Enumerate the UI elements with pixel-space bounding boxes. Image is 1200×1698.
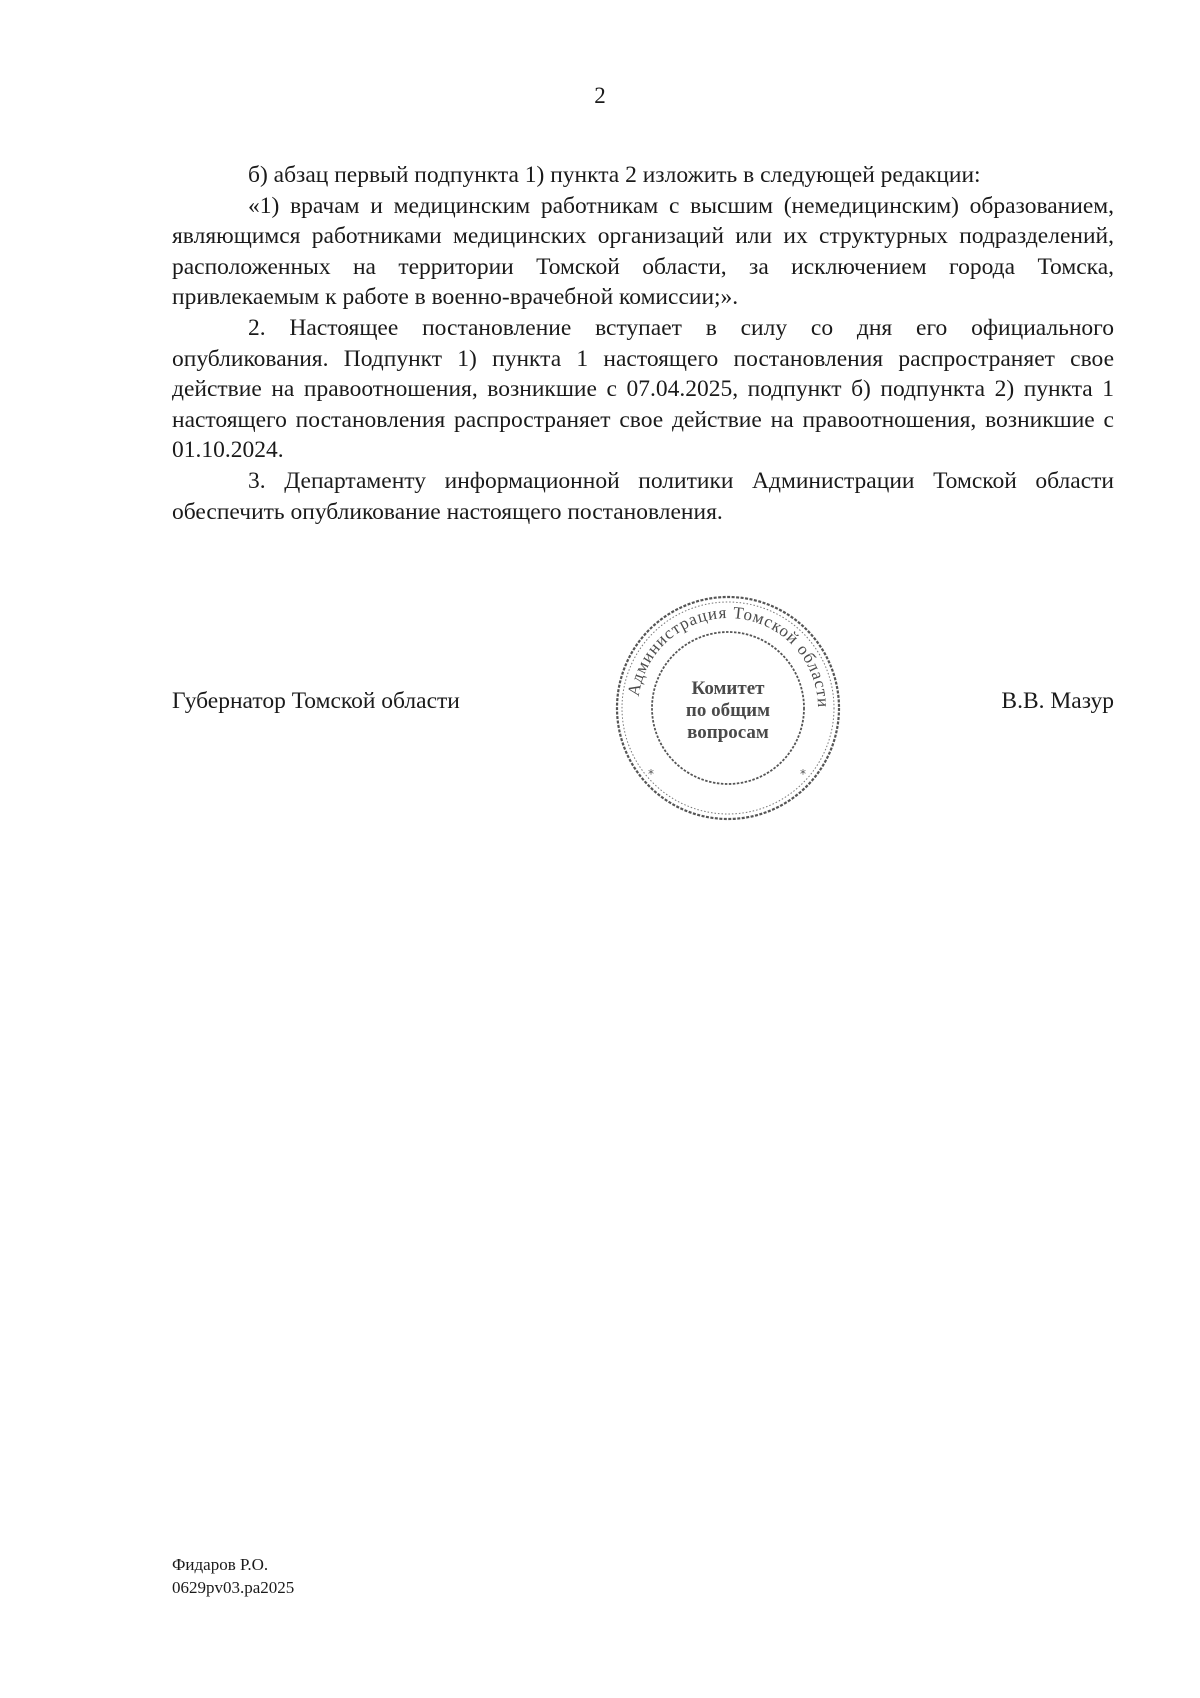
stamp-center-line-2: по общим <box>685 700 771 721</box>
official-stamp <box>614 594 842 822</box>
page-number: 2 <box>594 83 606 108</box>
svg-text:*: * <box>800 767 806 781</box>
signer-position: Губернатор Томской области <box>172 688 460 714</box>
stamp-seal-icon <box>614 594 842 822</box>
paragraph-publication: 3. Департаменту информационной политики Администрации Томской области обеспечить опубликование настоящего постановления. <box>172 467 1114 525</box>
footer <box>172 1553 294 1599</box>
signer-name: В.В. Мазур <box>1001 688 1114 714</box>
svg-text:*: * <box>648 767 654 781</box>
document-body <box>172 160 1114 527</box>
paragraph-entry-into-force: 2. Настоящее постановление вступает в силу со дня его официального опубликования. Подпункт 1) пункта 1 настоящего постановления распространяет свое действие на правоотношения, возникшие с 07.04.2025, подпункт б) подпункта 2) пункта 1 настоящего постановления распространяет свое действие на правоотношения, возникшие с 01.10.2024. <box>172 314 1114 464</box>
stamp-ring-text: Администрация Томской области <box>623 602 834 709</box>
paragraph-amendment-text: «1) врачам и медицинским работникам с высшим (немедицинским) образованием, являющимся работниками медицинских организаций или их структурных подразделений, расположенных на территории Томской области, за исключением города Томска, привлекаемым к работе в военно-врачебной комиссии;». <box>172 192 1114 311</box>
document-code: 0629pv03.pa2025 <box>172 1578 295 1597</box>
stamp-center-line-1: Комитет <box>691 678 765 699</box>
paragraph-amendment-b: б) абзац первый подпункта 1) пункта 2 изложить в следующей редакции: <box>248 162 981 188</box>
stamp-center-line-3: вопросам <box>687 722 769 743</box>
executor-name: Фидаров Р.О. <box>172 1555 269 1574</box>
